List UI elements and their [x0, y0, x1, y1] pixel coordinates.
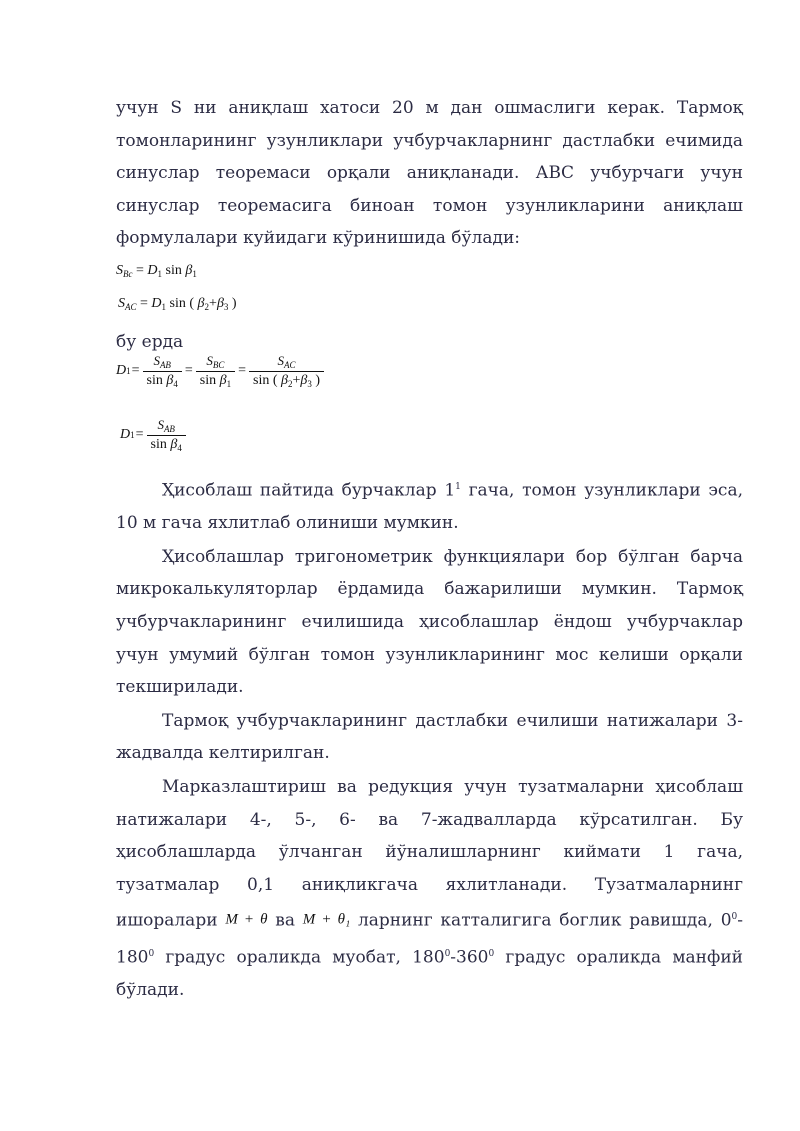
paragraph-rounding: Ҳисоблаш пайтида бурчаклар $1^1$ гача, томон узунликлари эса, 10 м гача яхлитлаб олиниши мумкин. — [116, 480, 743, 534]
formula-m-theta1: M + θ₁ — [302, 912, 351, 928]
paragraph-results: Тармоқ учбурчакларининг дастлабки ечилиши натижалари 3-жадвалда келтирилган. — [116, 710, 743, 764]
formula-s-bc: $S_{Bc} = D_1$ $\sin \beta_1$ — [116, 262, 197, 279]
paragraph-calculators: Ҳисоблашлар тригонометрик функциялари бор бўлган барча микрокалькуляторлар ёрдамида бажарилиши мумкин. Тармоқ учбурчакларининг ечилишида ҳисоблашлар ёндош учбурчаклар учун умумий бўлган томон узунликларининг мос келиши орқали текширилади. — [116, 546, 743, 698]
formula-d1-ratios: D 1 = $\frac{S_{AB}}{\sin \beta_4}$ = $\frac{S_{BC}}{\sin \beta_1}$ = $\frac{S_{AC}}{\sin ( \beta_2+\beta_3 )}$ — [116, 353, 743, 389]
paragraph-corrections: Марказлаштириш ва редукция учун тузатмаларни ҳисоблаш натижалари 4-, 5-, 6- ва 7-жадвалларда кўрсатилган. Бу ҳисоблашларда ўлчанган йўналишларнинг киймати 1 гача, тузатмалар 0,1 аниқликгача яхлитланади. Тузатмаларнинг ишоралари M + θ ва M + θ₁ ларнинг катталигига боглик равишда, $0^0-180^0$ градус ораликда муобат, $180^0-360^0$ градус ораликда манфий бўлади. — [116, 776, 743, 1000]
formula-m-theta: M + θ — [225, 912, 268, 928]
formula-s-ac: $S_{AC} = D_1$ sin ( $\beta_2+\beta_3$ ) — [118, 295, 237, 312]
paragraph-intro: учун S ни аниқлаш хатоси 20 м дан ошмаслиги керак. Тармоқ томонларининг узунликлари учбурчакларнинг дастлабки ечимида синуслар теоремаси орқали аниқланади. АВС учбурчаги учун синуслар теоремасига биноан томон узунликларини аниқлаш формулалари куйидаги кўринишида бўлади: — [116, 98, 743, 249]
text-bu-erda: бу ерда — [116, 331, 184, 352]
formula-d1: D 1 = $\frac{S_{AB}}{\sin \beta_4}$ — [120, 417, 743, 453]
document-page — [116, 92, 743, 1006]
